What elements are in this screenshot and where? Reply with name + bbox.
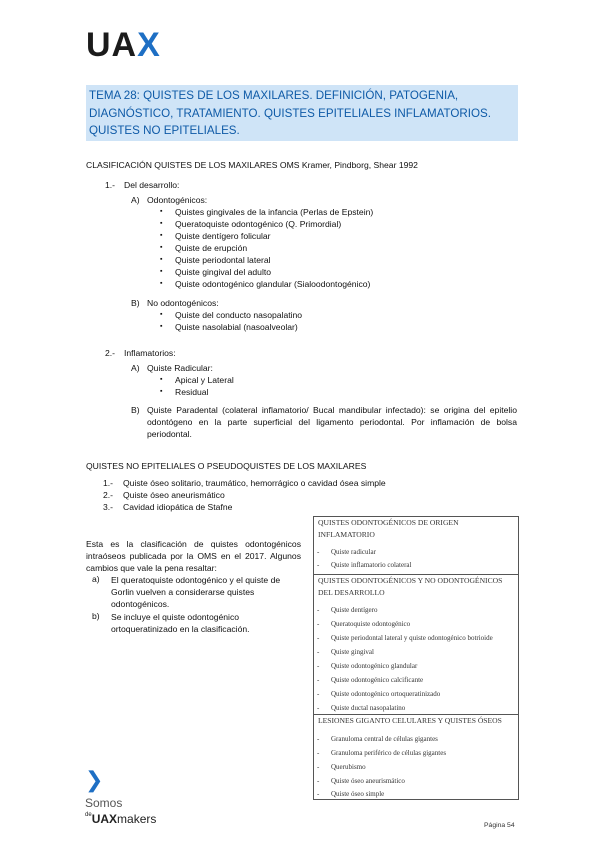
- item-number: 3.-: [103, 502, 114, 512]
- footer-makers: makers: [117, 812, 157, 826]
- note-point: Se incluye el quiste odontogénico ortoqueratinizado en la clasificación.: [111, 612, 250, 634]
- footer-somos: Somos: [85, 796, 123, 810]
- table-item: - Granuloma central de células gigantes: [331, 735, 438, 743]
- list-item: Quiste óseo aneurismático: [123, 490, 225, 500]
- sub-label: Odontogénicos:: [147, 195, 208, 205]
- note-letter: b): [92, 611, 100, 621]
- oms-classification-table: [313, 516, 519, 800]
- list-item: ▪ Quistes gingivales de la infancia (Perlas de Epstein): [175, 207, 373, 217]
- page-number: Página 54: [484, 822, 515, 829]
- table-heading: QUISTES ODONTOGÉNICOS Y NO ODONTOGÉNICOS: [318, 576, 503, 585]
- list-item: ▪ Quiste odontogénico glandular (Sialoodontogénico): [175, 279, 370, 289]
- sub-letter: A): [131, 195, 140, 205]
- list-item: ▪ Quiste periodontal lateral: [175, 255, 271, 265]
- table-item: - Granuloma periférico de células gigantes: [331, 749, 446, 757]
- table-item: - Quiste odontogénico ortoqueratinizado: [331, 690, 440, 698]
- sub-letter: B): [131, 298, 140, 308]
- list-item: ▪ Apical y Lateral: [175, 375, 234, 385]
- sub-letter: B): [131, 405, 140, 415]
- table-divider: [314, 574, 518, 575]
- list-item: ▪ Queratoquiste odontogénico (Q. Primordial): [175, 219, 341, 229]
- list-item: Cavidad idiopática de Stafne: [123, 502, 233, 512]
- table-item: - Quiste gingival: [331, 648, 374, 656]
- table-item: - Querubismo: [331, 763, 366, 771]
- table-item: - Quiste óseo simple: [331, 790, 384, 798]
- item-number: 1.-: [105, 180, 116, 190]
- logo-accent: X: [137, 26, 161, 64]
- note-point: El queratoquiste odontogénico y el quiste de Gorlin vuelven a considerarse quistes odontogénicos.: [111, 575, 281, 609]
- section-heading-non-epithelial: QUISTES NO EPITELIALES O PSEUDOQUISTES DE LOS MAXILARES: [86, 461, 367, 471]
- section-heading-classification: CLASIFICACIÓN QUISTES DE LOS MAXILARES OMS Kramer, Pindborg, Shear 1992: [86, 160, 418, 170]
- table-item: - Quiste odontogénico calcificante: [331, 676, 423, 684]
- sub-label: No odontogénicos:: [147, 298, 219, 308]
- paradental-description: Quiste Paradental (colateral inflamatorio/ Bucal mandibular infectado): se origina del epitelio odontógeno en la parte superficial del ligamento periodontal. Por inflamación de bolsa periodontal.: [147, 405, 517, 439]
- item-label: Inflamatorios:: [124, 348, 176, 358]
- table-item: - Quiste inflamatorio colateral: [331, 561, 411, 569]
- item-number: 2.-: [105, 348, 116, 358]
- page-title: TEMA 28: QUISTES DE LOS MAXILARES. DEFINICIÓN, PATOGENIA, DIAGNÓSTICO, TRATAMIENTO. QUISTES EPITELIALES INFLAMATORIOS. QUISTES NO EPITELIALES.: [89, 89, 491, 137]
- footer-uaxmakers-logo: [85, 812, 156, 826]
- table-item: - Quiste odontogénico glandular: [331, 662, 417, 670]
- footer-uax: UAX: [91, 812, 118, 826]
- item-number: 2.-: [103, 490, 114, 500]
- table-heading: INFLAMATORIO: [318, 530, 375, 539]
- table-heading: DEL DESARROLLO: [318, 588, 385, 597]
- uax-logo: [86, 26, 161, 65]
- table-heading: LESIONES GIGANTO CELULARES Y QUISTES ÓSEOS: [318, 716, 502, 725]
- list-item: ▪ Quiste del conducto nasopalatino: [175, 310, 302, 320]
- list-item: ▪ Quiste dentígero folicular: [175, 231, 271, 241]
- list-item: Quiste óseo solitario, traumático, hemorrágico o cavidad ósea simple: [123, 478, 386, 488]
- logo-main: UA: [86, 26, 138, 64]
- table-item: - Quiste ductal nasopalatino: [331, 704, 405, 712]
- table-item: - Quiste óseo aneurismático: [331, 777, 405, 785]
- table-item: - Quiste dentígero: [331, 606, 377, 614]
- list-item: ▪ Residual: [175, 387, 208, 397]
- list-item: ▪ Quiste gingival del adulto: [175, 267, 271, 277]
- table-item: - Quiste radicular: [331, 548, 376, 556]
- sub-letter: A): [131, 363, 140, 373]
- table-item: - Quiste periodontal lateral y quiste odontogénico botrioide: [331, 634, 493, 642]
- note-letter: a): [92, 574, 100, 584]
- table-item: - Queratoquiste odontogénico: [331, 620, 410, 628]
- footer-de: de: [85, 812, 92, 818]
- table-divider: [314, 714, 518, 715]
- list-item: ▪ Quiste de erupción: [175, 243, 247, 253]
- chevron-right-icon: ❯: [85, 767, 104, 792]
- sub-label: Quiste Radicular:: [147, 363, 213, 373]
- list-item: ▪ Quiste nasolabial (nasoalveolar): [175, 322, 298, 332]
- item-label: Del desarrollo:: [124, 180, 180, 190]
- table-heading: QUISTES ODONTOGÉNICOS DE ORIGEN: [318, 518, 459, 527]
- oms-2017-note: Esta es la clasificación de quistes odontogénicos intraóseos publicada por la OMS en el 2017. Algunos cambios que vale la pena resaltar:: [86, 539, 301, 573]
- item-number: 1.-: [103, 478, 114, 488]
